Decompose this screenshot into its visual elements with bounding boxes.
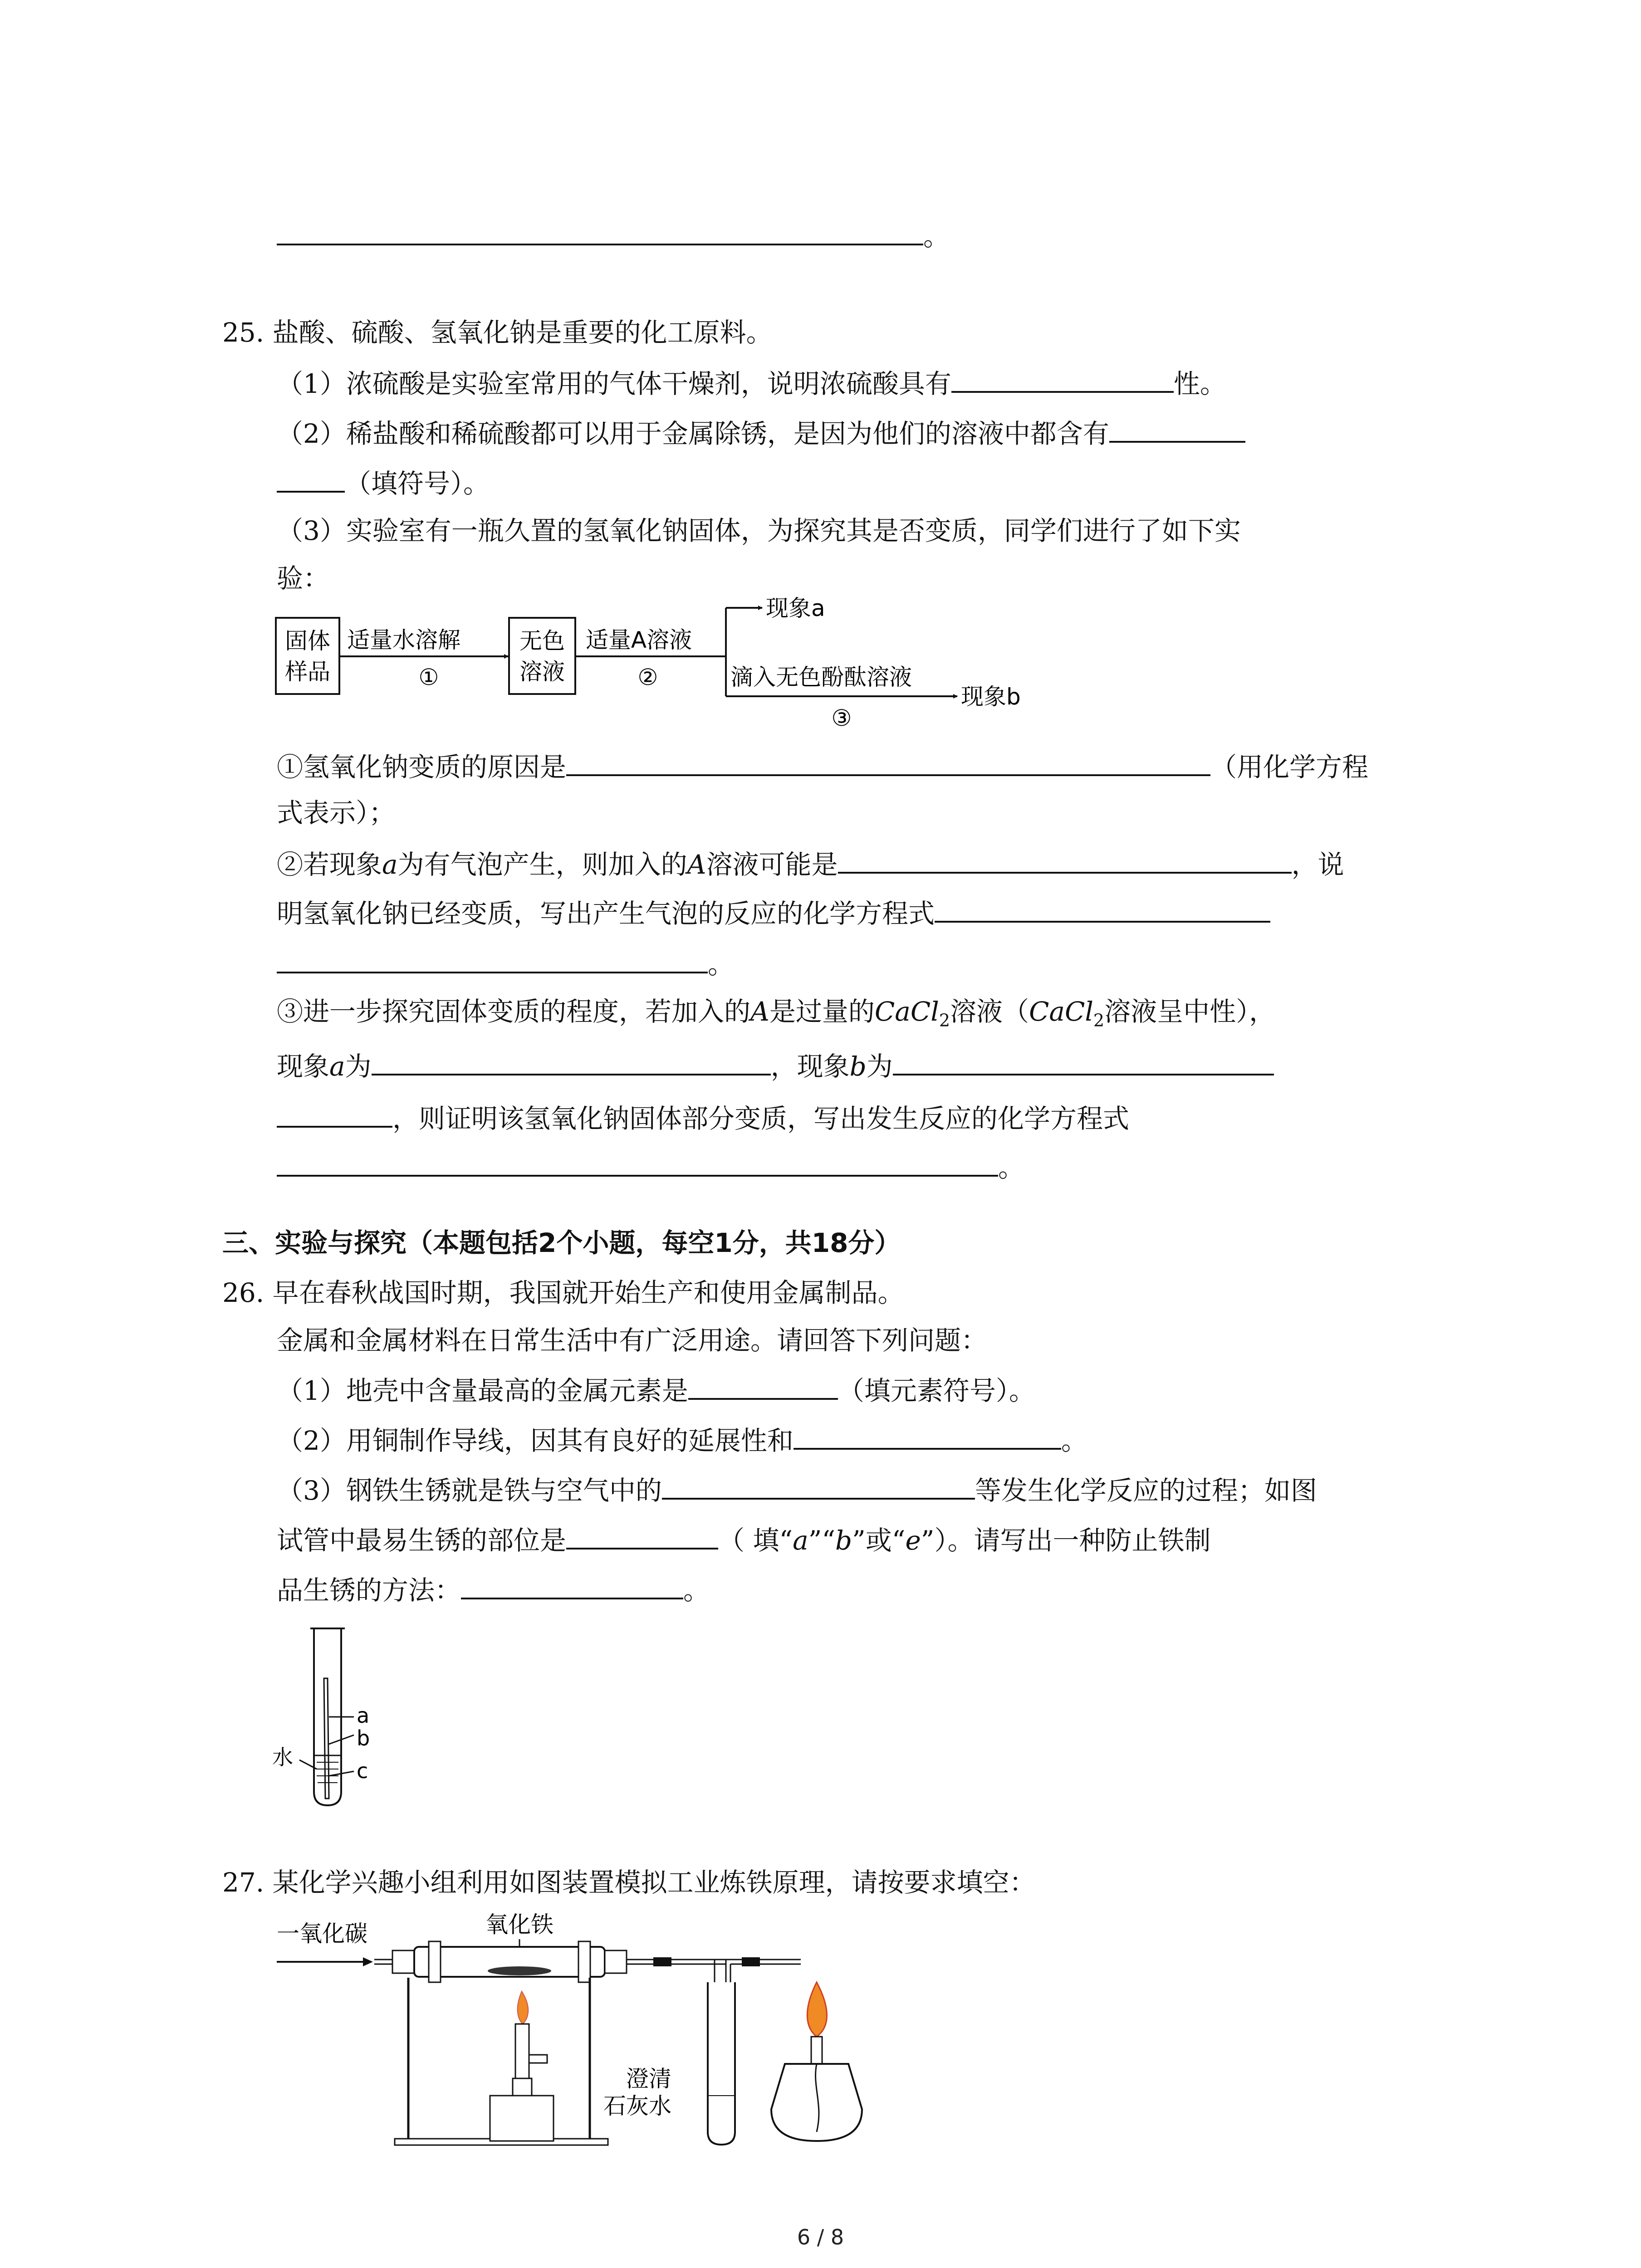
clamp-left — [429, 1941, 441, 1982]
label-limewater-2: 石灰水 — [603, 2093, 671, 2119]
q26-part3-cont2: 品生锈的方法： 。 — [277, 1569, 710, 1608]
page-number: 6 / 8 — [797, 2225, 844, 2249]
blank[interactable] — [794, 1420, 1061, 1450]
blank[interactable] — [566, 1520, 718, 1549]
blank[interactable] — [893, 1046, 1274, 1075]
flow-box-sample-line2: 样品 — [285, 659, 330, 685]
burner-neck — [513, 2078, 532, 2096]
test-tube-figure — [272, 1624, 390, 1814]
q25-sub2-cont: 明氢氧化钠已经变质，写出产生气泡的反应的化学方程式 — [277, 893, 1270, 932]
blank[interactable] — [372, 1046, 771, 1075]
flow-arrow2-label: 适量A溶液 — [585, 627, 692, 653]
flow-box-solution-line1: 无色 — [519, 628, 565, 654]
q26-intro: 金属和金属材料在日常生活中有广泛用途。请回答下列问题： — [277, 1325, 988, 1356]
section-heading: 三、实验与探究（本题包括2个小题，每空1分，共18分） — [222, 1227, 901, 1258]
alcohol-lamp-wick — [811, 2037, 822, 2064]
hose-joint — [653, 1957, 671, 1966]
q25-sub1: ①氢氧化钠变质的原因是 （用化学方程 — [277, 746, 1368, 785]
burner-body — [490, 2096, 554, 2141]
q26-part2: （2）用铜制作导线，因其有良好的延展性和 。 — [277, 1420, 1087, 1459]
q26-part1: （1）地壳中含量最高的金属元素是 （填元素符号）。 — [277, 1370, 1035, 1409]
blank[interactable] — [935, 893, 1270, 923]
blank[interactable] — [566, 746, 1210, 776]
q25-part2: （2）稀盐酸和稀硫酸都可以用于金属除锈，是因为他们的溶液中都含有 — [277, 413, 1245, 452]
hose-joint — [742, 1957, 760, 1966]
rubber-stopper-left — [392, 1950, 414, 1973]
rubber-stopper-right — [605, 1950, 627, 1973]
iron-oxide-powder — [488, 1966, 551, 1975]
blank[interactable] — [662, 1470, 975, 1500]
q25-sub3: ③进一步探究固体变质的程度，若加入的A是过量的CaCl$_2$溶液（CaCl$_2$溶液呈中性）， — [277, 996, 1276, 1031]
q25-sub2: ②若现象a为有气泡产生，则加入的A溶液可能是 ，说 — [277, 844, 1344, 883]
blank[interactable] — [461, 1569, 683, 1599]
q26-stem: 26. 早在春秋战国时期，我国就开始生产和使用金属制品。 — [222, 1277, 904, 1308]
label-limewater-1: 澄清 — [626, 2066, 671, 2092]
flow-arrow1-label: 适量水溶解 — [347, 627, 460, 653]
label-b: b — [357, 1726, 370, 1750]
blank[interactable] — [277, 463, 345, 493]
flow-result-b: 现象b — [961, 684, 1021, 710]
burner-tube — [515, 2024, 529, 2078]
burner-flame — [518, 1991, 528, 2024]
q27-stem: 27. 某化学兴趣小组利用如图装置模拟工业炼铁原理，请按要求填空： — [222, 1867, 1036, 1898]
label-water: 水 — [272, 1745, 293, 1769]
q25-part1: （1）浓硫酸是实验室常用的气体干燥剂，说明浓硫酸具有 性。 — [277, 363, 1226, 402]
label-c: c — [357, 1759, 368, 1783]
blank[interactable] — [688, 1370, 838, 1400]
iron-smelting-apparatus — [272, 1905, 885, 2159]
burner-valve — [529, 2055, 547, 2063]
blank[interactable] — [838, 844, 1292, 874]
q25-part3-cont: 验： — [277, 563, 330, 594]
blank[interactable] — [277, 1147, 998, 1177]
clamp-right — [578, 1941, 590, 1982]
experiment-flow-diagram — [272, 594, 1071, 744]
label-iron-oxide: 氧化铁 — [485, 1911, 554, 1938]
q25-part2-cont: （填符号）。 — [277, 463, 490, 502]
flow-box-solution-line2: 溶液 — [519, 659, 565, 685]
label-a: a — [357, 1703, 370, 1728]
blank[interactable] — [1109, 413, 1245, 443]
blank[interactable] — [277, 1098, 392, 1128]
q25-stem: 25. 盐酸、硫酸、氢氧化钠是重要的化工原料。 — [222, 317, 773, 348]
blank[interactable] — [277, 215, 923, 245]
q25-sub3-cont3: 。 — [277, 1147, 1024, 1186]
limewater-tube — [708, 1982, 735, 2145]
flow-result-a: 现象a — [766, 595, 825, 621]
blank[interactable] — [277, 943, 708, 973]
q25-sub3-cont2: ，则证明该氢氧化钠固体部分变质，写出发生反应的化学方程式 — [277, 1098, 1129, 1137]
flow-arrow1-step: ① — [418, 664, 439, 690]
flow-box-sample-line1: 固体 — [285, 628, 330, 654]
q26-part3: （3）钢铁生锈就是铁与空气中的 等发生化学反应的过程；如图 — [277, 1470, 1317, 1509]
answer-line-top: 。 — [277, 215, 950, 254]
q25-part3: （3）实验室有一瓶久置的氢氧化钠固体，为探究其是否变质，同学们进行了如下实 — [277, 515, 1241, 546]
alcohol-lamp-flame — [807, 1982, 827, 2037]
q26-part3-cont: 试管中最易生锈的部位是 （ 填“a”“b”或“e”）。请写出一种防止铁制 — [277, 1520, 1210, 1559]
q25-sub1-cont: 式表示）； — [277, 797, 396, 828]
flow-arrow2-step: ② — [637, 664, 658, 690]
flow-arrow3-label: 滴入无色酚酞溶液 — [730, 664, 912, 690]
q25-sub3-cont: 现象a为 ，现象b为 — [277, 1046, 1274, 1085]
iron-nail — [324, 1678, 329, 1799]
co-arrowhead — [363, 1957, 373, 1966]
q25-sub2-cont2: 。 — [277, 943, 734, 982]
flow-arrow3-step: ③ — [831, 705, 852, 731]
blank[interactable] — [951, 363, 1174, 393]
label-carbon-monoxide: 一氧化碳 — [277, 1921, 367, 1947]
